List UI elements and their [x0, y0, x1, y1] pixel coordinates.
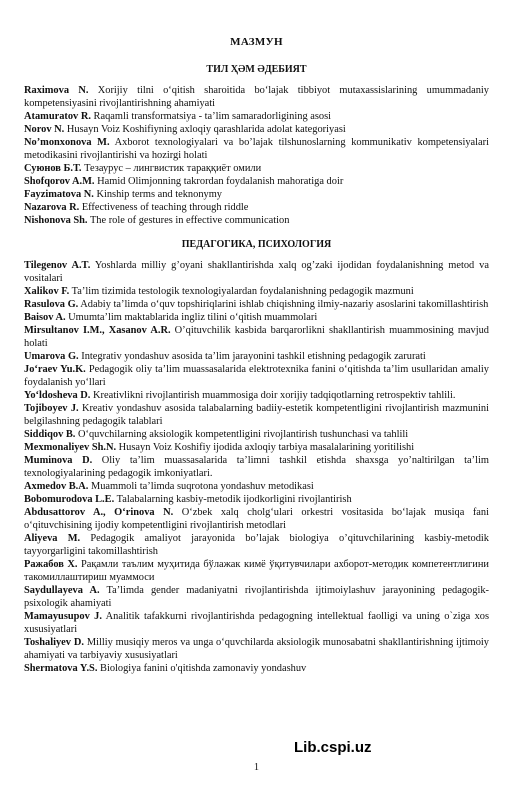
toc-entry-title: Рақамли таълим муҳитида бўлажак кимё ўқитувчилари ахборот-методик компетентлигини такомиллаштириш муаммоси [24, 559, 489, 583]
toc-entry-title: O’qituvchilik kasbida barqarorlikni shakllantirish muammosining mavjud holati [24, 325, 489, 349]
toc-entry-author: Mexmonaliyev Sh.N. [24, 442, 117, 453]
toc-entry-author: Shofqorov A.M. [24, 176, 95, 187]
toc-entry-title: O‘zbek xalq cholg‘ulari orkestri vositasida bo‘lajak musiqa fani o‘qituvchisining ijodiy kompetentligini rivojlantirish metodlari [24, 507, 489, 531]
toc-entry-author: Raximova N. [24, 85, 89, 96]
toc-entry-title: Ta’lim tizimida testologik texnologiyalardan foydalanishning pedagogik mazmuni [69, 286, 414, 297]
toc-entry-title: Umumta’lim maktablarida ingliz tilini o‘qitish muammolari [65, 312, 318, 323]
toc-entry-author: Tilegenov A.T. [24, 260, 91, 271]
toc-entry-author: No’monxonova M. [24, 137, 110, 148]
toc-entry-title: Husayn Voiz Koshifiyning axloqiy qarashlarida adolat kategoriyasi [64, 124, 346, 135]
toc-entry-author: Aliyeva M. [24, 533, 81, 544]
toc-entry [24, 636, 489, 662]
toc-entry-author: Nishonova Sh. [24, 215, 88, 226]
toc-entry [24, 610, 489, 636]
toc-entry [24, 123, 489, 136]
toc-entry [24, 389, 489, 402]
toc-entry-author: Bobomurodova L.E. [24, 494, 115, 505]
toc-entry-author: Saydullayeva A. [24, 585, 100, 596]
toc-entry-title: Pedagogik amaliyot jarayonida bo’lajak biologiya o’qituvchilarining kasbiy-metodik tayyorgarligini takomillashtirish [24, 533, 489, 557]
page-title: МАЗМУН [230, 36, 283, 48]
toc-entry-title: Oliy ta’lim muassasalarida ta’limni tashkil etishda shaxsga yo’naltirilgan ta’lim texnologiyalarining pedagogik imkoniyatlari. [24, 455, 489, 479]
section-heading: ПЕДАГОГИКА, ПСИХОЛОГИЯ [181, 239, 332, 250]
toc-entry-title: Raqamli transformatsiya - ta’lim samaradorligining asosi [90, 111, 332, 122]
toc-entry-title: Effectiveness of teaching through riddle [79, 202, 249, 213]
toc-entry-author: Siddiqov B. [24, 429, 76, 440]
toc-entry-title: Ta’limda gender madaniyatni rivojlantirishda ijtimoiylashuv jarayonining pedagogik-psixologik ahamiyati [24, 585, 489, 609]
toc-entry [24, 285, 489, 298]
toc-entry-title: Kinship terms and teknonymy [93, 189, 222, 200]
toc-entry [24, 175, 489, 188]
toc-entry-author: Xalikov F. [24, 286, 70, 297]
toc-entry-author: Tojiboyev J. [24, 403, 79, 414]
toc-entry [24, 298, 489, 311]
toc-entry [24, 532, 489, 558]
toc-entry [24, 441, 489, 454]
toc-entry-author: Суюнов Б.Т. [24, 163, 82, 174]
toc-entry [24, 454, 489, 480]
toc-entry [24, 662, 489, 675]
toc-entry [24, 110, 489, 123]
toc-entry-title: O‘quvchilarning aksiologik kompetentligini rivojlantirish tushunchasi va tahlili [75, 429, 409, 440]
toc-entry [24, 214, 489, 227]
toc-entry-title: Biologiya fanini o'qitishda zamonaviy yondashuv [97, 663, 307, 674]
toc-entry-title: Hamid Olimjonning takrordan foydalanish mahoratiga doir [94, 176, 344, 187]
contents-list [24, 64, 489, 675]
toc-entry-author: Muminova D. [24, 455, 93, 466]
toc-entry [24, 136, 489, 162]
toc-entry-author: Rasulova G. [24, 299, 79, 310]
toc-entry [24, 84, 489, 110]
toc-entry [24, 162, 489, 175]
toc-entry-author: Atamuratov R. [24, 111, 91, 122]
toc-entry-author: Nazarova R. [24, 202, 80, 213]
toc-entry [24, 506, 489, 532]
toc-entry [24, 311, 489, 324]
toc-entry-title: The role of gestures in effective communication [87, 215, 290, 226]
toc-entry-title: Milliy musiqiy meros va unga o‘quvchilarda aksiologik munosabatni shakllantirishning ijtimoiy ahamiyati va tarbiyaviy xususiyatlari [24, 637, 489, 661]
toc-entry-title: Kreativ yondashuv asosida talabalarning badiiy-estetik kompetentligini rivojlantirish mazmunini belgilashning pedagogik talablari [24, 403, 489, 427]
toc-entry-title: Muammoli ta’limda suqrotona yondashuv metodikasi [88, 481, 314, 492]
toc-entry [24, 558, 489, 584]
section-heading: ТИЛ ҲӘМ ӘДЕБИЯТ [206, 64, 307, 75]
toc-entry-author: Mamayusupov J. [24, 611, 102, 622]
toc-entry-title: Analitik tafakkurni rivojlantirishda pedagogning intellektual faolligi va uning o`ziga xos xususiyatlari [24, 611, 490, 635]
toc-entry-title: Kreativlikni rivojlantirish muammosiga doir xorijiy tadqiqotlarning retrospektiv tahlili. [90, 390, 456, 401]
toc-entry-title: Talabalarning kasbiy-metodik ijodkorligini rivojlantirish [114, 494, 352, 505]
toc-entry-title: Adabiy ta’limda o‘quv topshiriqlarini ishlab chiqishning ilmiy-nazariy asoslarini takomillashtirish [78, 299, 489, 310]
toc-entry-title: Husayn Voiz Koshifiy ijodida axloqiy tarbiya masalalarining yoritilishi [116, 442, 415, 453]
toc-entry [24, 201, 489, 214]
toc-entry-title: Yoshlarda milliy g’oyani shakllantirishda xalq og’zaki ijodidan foydalanishning metod va vositalari [24, 260, 489, 284]
toc-entry-author: Abdusattorov A., O‘rinova N. [24, 507, 174, 518]
toc-entry-author: Norov N. [24, 124, 65, 135]
toc-entry [24, 402, 489, 428]
toc-entry-author: Ражабов Х. [24, 559, 78, 570]
toc-entry-author: Yo‘ldosheva D. [24, 390, 91, 401]
toc-entry-title: Xorijiy tilni o‘qitish sharoitida bo‘lajak tibbiyot mutaxassislarining umummadaniy kompetensiyasini rivojlantirishning ahamiyati [24, 85, 489, 109]
toc-entry-author: Toshaliyev D. [24, 637, 84, 648]
toc-entry [24, 324, 489, 350]
toc-entry-title: Integrativ yondashuv asosida ta’lim jarayonini tashkil etishning pedagogik zarurati [78, 351, 426, 362]
toc-entry [24, 493, 489, 506]
toc-entry-author: Umarova G. [24, 351, 79, 362]
toc-entry-author: Axmedov B.A. [24, 481, 89, 492]
toc-entry [24, 480, 489, 493]
toc-entry [24, 363, 489, 389]
toc-entry-author: Mirsultanov I.M., Xasanov A.R. [24, 325, 171, 336]
toc-entry-title: Axborot texnologiyalari va bo’lajak tilshunoslarning kommunikativ kompetensiyalari metodikasini rivojlantirishi va hozirgi holati [24, 137, 490, 161]
toc-entry [24, 188, 489, 201]
toc-entry [24, 350, 489, 363]
toc-entry-author: Jo‘raev Yu.K. [24, 364, 86, 375]
toc-entry-title: Тезаурус – лингвистик тараққиёт омили [81, 163, 262, 174]
toc-entry [24, 428, 489, 441]
toc-entry-title: Pedagogik oliy ta’lim muassasalarida elektrotexnika fanini o‘qitishda ta’lim usullaridan amaliy foydalanish yo‘llari [24, 364, 489, 388]
site-watermark: Lib.cspi.uz [294, 739, 372, 756]
toc-entry [24, 584, 489, 610]
toc-entry [24, 259, 489, 285]
toc-entry-author: Baisov A. [24, 312, 66, 323]
toc-entry-author: Fayzimatova N. [24, 189, 94, 200]
toc-entry-author: Shermatova Y.S. [24, 663, 98, 674]
page-number: 1 [253, 762, 260, 773]
